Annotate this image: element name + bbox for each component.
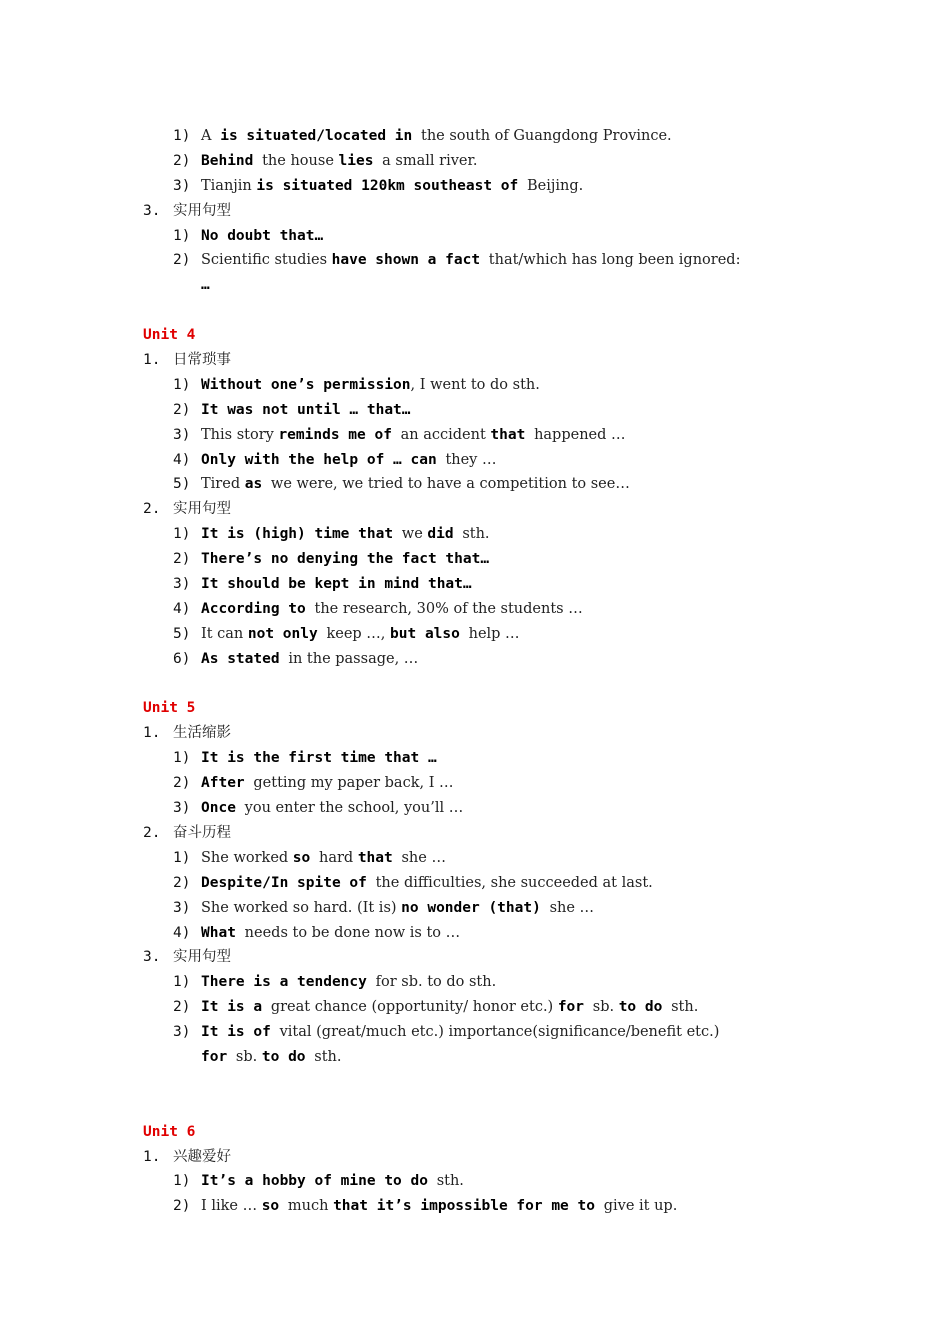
plain-text: sth. <box>314 1048 342 1065</box>
list-item <box>0 448 950 473</box>
plain-text: It can <box>201 625 248 642</box>
list-item <box>0 970 950 995</box>
list-item <box>0 796 950 821</box>
section-heading <box>0 721 950 746</box>
plain-text: She worked <box>201 849 293 866</box>
list-number: 3) <box>173 426 191 443</box>
list-number: 2) <box>173 874 191 891</box>
section-heading <box>0 348 950 373</box>
line-text <box>173 821 231 846</box>
bold-phrase: is situated/located in <box>211 128 421 144</box>
unit-title: Unit 5 <box>143 700 196 717</box>
line-text <box>201 373 540 398</box>
section-heading <box>0 945 950 970</box>
list-item <box>0 373 950 398</box>
bold-phrase: to do <box>261 1048 315 1065</box>
plain-text: This story <box>201 426 279 443</box>
bold-phrase: It is a <box>201 999 271 1016</box>
unit-heading <box>0 696 950 721</box>
bold-phrase: for <box>557 999 593 1016</box>
line-text <box>201 522 490 547</box>
bold-phrase: There’s no denying the fact that… <box>201 551 490 568</box>
plain-text: the house <box>262 152 339 169</box>
document-body <box>0 124 950 1219</box>
plain-text: much <box>287 1198 334 1215</box>
list-number: 2) <box>173 775 191 792</box>
list-item <box>0 846 950 871</box>
line-text <box>201 597 583 622</box>
unit-title: Unit 4 <box>143 327 196 344</box>
plain-text: , I went to do sth. <box>410 376 540 393</box>
list-number: 1. <box>143 352 161 369</box>
line-text <box>143 1120 195 1145</box>
bold-phrase: Despite/In spite of <box>201 874 376 891</box>
plain-text: sth. <box>436 1173 464 1190</box>
bold-phrase: No doubt that… <box>201 227 324 244</box>
line-text <box>173 199 231 224</box>
list-number: 3) <box>173 576 191 593</box>
plain-text: 生活缩影 <box>173 725 231 742</box>
list-number: 3. <box>143 202 161 219</box>
bold-phrase: no wonder (that) <box>401 899 550 916</box>
bold-phrase: lies <box>338 152 383 169</box>
list-number: 3) <box>173 177 191 194</box>
line-text <box>173 348 231 373</box>
line-text <box>201 1194 677 1219</box>
list-number: 2) <box>173 551 191 568</box>
list-item <box>0 1194 950 1219</box>
bold-phrase: According to <box>201 600 315 617</box>
line-text <box>201 398 411 423</box>
list-item <box>0 248 950 273</box>
line-text <box>201 846 446 871</box>
bold-phrase: It’s a hobby of mine to do <box>201 1173 437 1190</box>
plain-text: vital (great/much etc.) importance(significance/benefit etc.) <box>279 1024 720 1041</box>
bold-phrase: that it’s impossible for me to <box>333 1198 604 1215</box>
blank-line <box>0 1095 950 1120</box>
plain-text: you enter the school, you’ll … <box>244 800 464 817</box>
line-text <box>201 796 463 821</box>
list-item <box>0 871 950 896</box>
bold-phrase: so <box>292 849 319 866</box>
plain-text: 奋斗历程 <box>173 824 231 841</box>
bold-phrase: It was not until … that… <box>201 401 411 418</box>
plain-text: keep …, <box>326 625 391 642</box>
plain-text: she … <box>549 899 595 916</box>
bold-phrase: Once <box>201 800 245 817</box>
plain-text: 兴趣爱好 <box>173 1148 231 1165</box>
bold-phrase: As stated <box>201 650 289 667</box>
list-number: 4) <box>173 451 191 468</box>
bold-phrase: to do <box>618 999 672 1016</box>
list-item <box>0 746 950 771</box>
list-number: 1) <box>173 128 191 144</box>
plain-text: Beijing. <box>527 177 584 194</box>
plain-text: Scientific studies <box>201 252 332 269</box>
plain-text: needs to be done now is to … <box>244 924 461 941</box>
line-text <box>173 1145 231 1170</box>
bold-phrase: as <box>244 476 271 493</box>
plain-text: 实用句型 <box>173 501 231 518</box>
list-item <box>0 398 950 423</box>
blank-line <box>0 1070 950 1095</box>
list-item <box>0 472 950 497</box>
line-text <box>201 547 489 572</box>
plain-text: the difficulties, she succeeded at last. <box>375 874 653 891</box>
unit-heading <box>0 1120 950 1145</box>
line-text <box>201 896 594 921</box>
line-text <box>143 323 195 348</box>
plain-text: happened … <box>534 426 626 443</box>
unit-heading <box>0 323 950 348</box>
list-number: 1) <box>173 849 191 866</box>
bold-phrase: It should be kept in mind that… <box>201 576 472 593</box>
line-text <box>201 622 520 647</box>
bold-phrase: not only <box>247 625 327 642</box>
plain-text: she … <box>401 849 446 866</box>
line-text <box>201 224 323 249</box>
list-number: 6) <box>173 650 191 667</box>
plain-text: hard <box>319 849 358 866</box>
bold-phrase: What <box>201 924 245 941</box>
bold-phrase: that <box>357 849 402 866</box>
line-text <box>201 448 497 473</box>
bold-phrase: for <box>201 1048 236 1065</box>
list-number: 4) <box>173 924 191 941</box>
list-number: 2) <box>173 252 191 269</box>
bold-phrase: so <box>261 1198 288 1215</box>
list-number: 5) <box>173 476 191 493</box>
list-number: 1) <box>173 376 191 393</box>
section-heading <box>0 821 950 846</box>
plain-text: 实用句型 <box>173 949 231 966</box>
plain-text: getting my paper back, I … <box>253 775 454 792</box>
bold-phrase: It is of <box>201 1024 280 1041</box>
list-number: 2) <box>173 401 191 418</box>
unit-title: Unit 6 <box>143 1123 196 1140</box>
section-heading <box>0 497 950 522</box>
plain-text: in the passage, … <box>288 650 419 667</box>
list-item <box>0 597 950 622</box>
bold-phrase: that <box>490 426 535 443</box>
list-number: 1) <box>173 1173 191 1190</box>
line-text <box>143 696 195 721</box>
plain-text: 实用句型 <box>173 202 231 219</box>
plain-text: A <box>201 128 212 144</box>
bold-phrase: is situated 120km southeast of <box>256 177 527 194</box>
bold-phrase: did <box>427 526 463 543</box>
plain-text: the research, 30% of the students … <box>314 600 583 617</box>
list-number: 2) <box>173 152 191 169</box>
line-text <box>201 248 740 273</box>
bold-phrase: It is (high) time that <box>201 526 402 543</box>
bold-phrase: There is a tendency <box>201 974 376 991</box>
plain-text: that/which has long been ignored: <box>488 252 741 269</box>
plain-text: 日常琐事 <box>173 352 231 369</box>
line-text <box>201 124 672 149</box>
list-item <box>0 995 950 1020</box>
plain-text: sth. <box>671 999 699 1016</box>
bold-phrase: It is the first time that … <box>201 750 437 767</box>
list-item <box>0 174 950 199</box>
list-item <box>0 423 950 448</box>
list-number: 2) <box>173 1198 191 1215</box>
plain-text: give it up. <box>603 1198 678 1215</box>
line-text <box>201 746 437 771</box>
line-text <box>201 174 583 199</box>
list-item <box>0 771 950 796</box>
list-item <box>0 921 950 946</box>
list-number: 1. <box>143 725 161 742</box>
list-number: 3. <box>143 949 161 966</box>
list-item <box>0 896 950 921</box>
list-number: 1. <box>143 1148 161 1165</box>
blank-line <box>0 298 950 323</box>
line-text <box>173 721 231 746</box>
plain-text: for sb. to do sth. <box>375 974 497 991</box>
plain-text: I like … <box>201 1198 262 1215</box>
list-number: 2. <box>143 501 161 518</box>
list-number: 5) <box>173 625 191 642</box>
list-item <box>0 522 950 547</box>
line-text <box>201 572 472 597</box>
list-item <box>0 1020 950 1045</box>
bold-phrase: Behind <box>201 152 263 169</box>
plain-text: sb. <box>235 1048 262 1065</box>
bold-phrase: have shown a fact <box>331 252 489 269</box>
plain-text: Tianjin <box>201 177 257 194</box>
list-item <box>0 547 950 572</box>
list-item <box>0 224 950 249</box>
bold-phrase: After <box>201 775 254 792</box>
bold-phrase: reminds me of <box>278 426 401 443</box>
list-number: 2. <box>143 824 161 841</box>
list-item <box>0 124 950 149</box>
list-number: 1) <box>173 227 191 244</box>
line-text <box>201 871 653 896</box>
list-number: 4) <box>173 600 191 617</box>
list-item <box>0 647 950 672</box>
plain-text: we <box>401 526 428 543</box>
plain-text: they … <box>445 451 497 468</box>
line-text <box>201 647 418 672</box>
plain-text: sth. <box>462 526 490 543</box>
plain-text: the south of Guangdong Province. <box>421 128 672 144</box>
line-text <box>201 273 210 298</box>
section-heading <box>0 1145 950 1170</box>
bold-phrase: Without one’s permission <box>201 376 411 393</box>
plain-text: sb. <box>592 999 619 1016</box>
line-text <box>201 771 454 796</box>
line-text <box>201 995 698 1020</box>
list-number: 1) <box>173 974 191 991</box>
bold-phrase: Only with the help of … can <box>201 451 446 468</box>
list-item <box>0 149 950 174</box>
plain-text: great chance (opportunity/ honor etc.) <box>270 999 558 1016</box>
line-text <box>201 1045 341 1070</box>
bold-phrase: … <box>201 277 210 294</box>
list-number: 3) <box>173 1024 191 1041</box>
blank-line <box>0 672 950 697</box>
plain-text: we were, we tried to have a competition to see… <box>270 476 630 493</box>
plain-text: Tired <box>201 476 245 493</box>
list-number: 3) <box>173 899 191 916</box>
line-text <box>201 472 630 497</box>
line-text <box>201 970 496 995</box>
plain-text: help … <box>468 625 520 642</box>
bold-phrase: but also <box>390 625 469 642</box>
line-text <box>201 149 477 174</box>
line-text <box>201 1169 464 1194</box>
line-text <box>173 497 231 522</box>
list-item <box>0 572 950 597</box>
list-item-continuation <box>0 273 950 298</box>
line-text <box>173 945 231 970</box>
line-text <box>201 1020 719 1045</box>
list-item <box>0 622 950 647</box>
list-number: 3) <box>173 800 191 817</box>
list-number: 1) <box>173 526 191 543</box>
plain-text: an accident <box>400 426 491 443</box>
list-item-continuation <box>0 1045 950 1070</box>
list-number: 1) <box>173 750 191 767</box>
line-text <box>201 423 626 448</box>
section-heading <box>0 199 950 224</box>
plain-text: She worked so hard. (It is) <box>201 899 402 916</box>
list-number: 2) <box>173 999 191 1016</box>
plain-text: a small river. <box>382 152 478 169</box>
line-text <box>201 921 460 946</box>
list-item <box>0 1169 950 1194</box>
